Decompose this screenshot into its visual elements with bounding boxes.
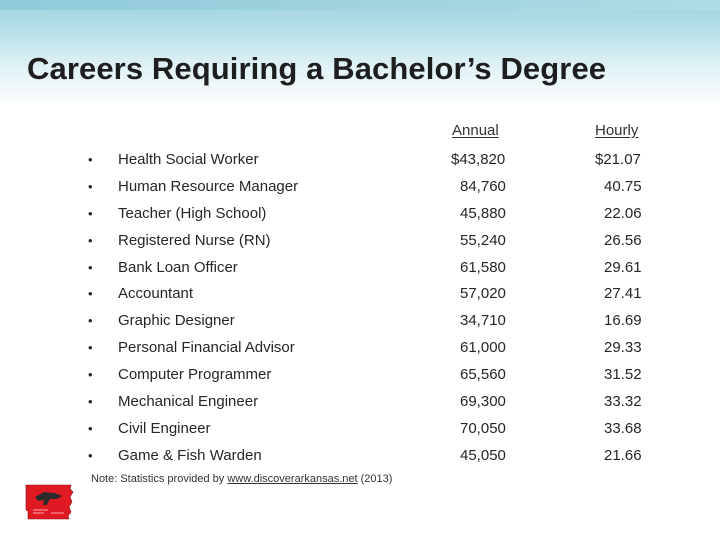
bullet-icon: • — [88, 205, 93, 221]
bullet-icon: • — [88, 286, 93, 302]
annual-salary: 70,050 — [460, 419, 506, 437]
career-name: Personal Financial Advisor — [118, 339, 295, 357]
hourly-wage: 31.52 — [604, 366, 642, 384]
state-outline-icon — [26, 485, 73, 519]
career-name: Accountant — [118, 285, 194, 303]
hourly-wage: 29.33 — [604, 339, 642, 357]
list-item — [0, 308, 720, 335]
annual-salary: 69,300 — [460, 393, 506, 411]
list-item — [0, 255, 720, 282]
list-item — [0, 147, 720, 174]
footnote-prefix: Note: Statistics provided by — [91, 473, 228, 485]
annual-salary: 57,020 — [460, 285, 506, 303]
annual-salary: $43,820 — [451, 151, 506, 168]
list-item — [0, 335, 720, 362]
annual-salary: 84,760 — [460, 177, 506, 195]
column-header-hourly: Hourly — [595, 122, 639, 139]
hourly-wage: 33.32 — [604, 393, 642, 411]
hourly-wage: $21.07 — [595, 151, 641, 168]
career-name: Health Social Worker — [118, 151, 259, 168]
list-item — [0, 389, 720, 416]
annual-salary: 45,880 — [460, 204, 506, 222]
hourly-wage: 40.75 — [604, 177, 642, 195]
list-item — [0, 228, 720, 255]
list-item — [0, 443, 720, 470]
careers-list — [0, 147, 720, 470]
list-item — [0, 281, 720, 308]
bullet-icon: • — [88, 259, 93, 275]
hourly-wage: 29.61 — [604, 258, 642, 276]
list-item — [0, 416, 720, 443]
career-name: Computer Programmer — [118, 366, 272, 384]
arkansas-state-logo-icon — [24, 483, 74, 521]
page-title: Careers Requiring a Bachelor’s Degree — [27, 51, 607, 86]
column-header-annual: Annual — [452, 122, 499, 139]
hourly-wage: 26.56 — [604, 231, 642, 249]
career-name: Graphic Designer — [118, 312, 235, 330]
annual-salary: 61,000 — [460, 339, 506, 357]
career-name: Bank Loan Officer — [118, 258, 238, 276]
career-name: Game & Fish Warden — [118, 446, 262, 464]
bullet-icon: • — [88, 367, 93, 383]
bullet-icon: • — [88, 232, 93, 248]
annual-salary: 65,560 — [460, 366, 506, 384]
hourly-wage: 21.66 — [604, 446, 642, 464]
annual-salary: 55,240 — [460, 231, 506, 249]
bullet-icon: • — [88, 394, 93, 410]
bullet-icon: • — [88, 340, 93, 356]
source-footnote — [91, 473, 392, 485]
annual-salary: 61,580 — [460, 258, 506, 276]
annual-salary: 45,050 — [460, 446, 506, 464]
career-name: Human Resource Manager — [118, 177, 299, 195]
hourly-wage: 33.68 — [604, 419, 642, 437]
hourly-wage: 22.06 — [604, 204, 642, 222]
list-item — [0, 362, 720, 389]
career-name: Mechanical Engineer — [118, 393, 259, 411]
bullet-icon: • — [88, 313, 93, 329]
list-item — [0, 201, 720, 228]
bullet-icon: • — [88, 178, 93, 194]
source-link[interactable]: www.discoverarkansas.net — [227, 473, 358, 485]
career-name: Teacher (High School) — [118, 204, 267, 222]
footnote-suffix: (2013) — [357, 473, 393, 485]
bullet-icon: • — [88, 152, 93, 167]
hourly-wage: 16.69 — [604, 312, 642, 330]
bullet-icon: • — [88, 447, 93, 463]
hourly-wage: 27.41 — [604, 285, 642, 303]
list-item — [0, 174, 720, 201]
career-name: Registered Nurse (RN) — [118, 231, 271, 249]
career-name: Civil Engineer — [118, 419, 211, 437]
annual-salary: 34,710 — [460, 312, 506, 330]
bullet-icon: • — [88, 420, 93, 436]
